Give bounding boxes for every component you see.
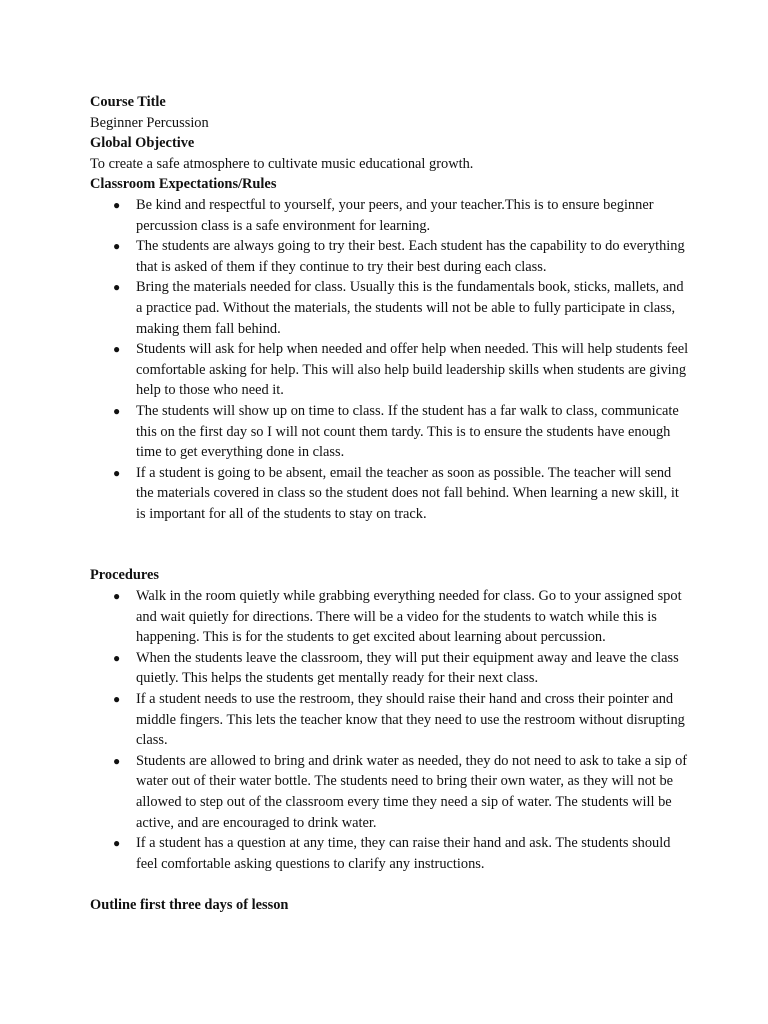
expectation-text: The students are always going to try their best. Each student has the capability to do everything that is asked of them if they continue to try their best during each class. bbox=[136, 238, 685, 275]
global-objective-value: To create a safe atmosphere to cultivate music educational growth. bbox=[90, 155, 474, 172]
expectation-item bbox=[90, 339, 690, 401]
bullet-icon: ● bbox=[113, 692, 121, 707]
global-objective-heading: Global Objective bbox=[90, 135, 195, 152]
expectation-item bbox=[90, 401, 690, 463]
bullet-icon: ● bbox=[113, 650, 121, 665]
bullet-icon: ● bbox=[113, 836, 121, 851]
expectation-item bbox=[90, 463, 690, 525]
expectation-text: If a student is going to be absent, email the teacher as soon as possible. The teacher will send the materials covered in class so the student does not fall behind. When learning a new skill, it is important for all of the students to stay on track. bbox=[136, 464, 679, 522]
expectation-text: Be kind and respectful to yourself, your peers, and your teacher.This is to ensure beginner percussion class is a safe environment for learning. bbox=[136, 196, 654, 234]
expectations-heading: Classroom Expectations/Rules bbox=[90, 176, 277, 193]
procedure-text: Walk in the room quietly while grabbing everything needed for class. Go to your assigned spot and wait quietly for directions. There will be a video for the students to watch while this is happening. This is for the students to get excited about learning about percussion. bbox=[136, 588, 682, 646]
procedure-item bbox=[90, 751, 690, 833]
procedure-item bbox=[90, 586, 690, 648]
bullet-icon: ● bbox=[113, 342, 121, 357]
expectation-text: Students will ask for help when needed and offer help when needed. This will help students feel comfortable asking for help. This will also help build leadership skills when students are giving help to those who need it. bbox=[136, 341, 689, 399]
procedure-text: When the students leave the classroom, they will put their equipment away and leave the class quietly. This helps the students get mentally ready for their next class. bbox=[136, 649, 679, 687]
section-spacer bbox=[90, 874, 690, 895]
bullet-icon: ● bbox=[113, 197, 121, 212]
section-spacer bbox=[90, 524, 690, 565]
expectation-text: Bring the materials needed for class. Usually this is the fundamentals book, sticks, mallets, and a practice pad. Without the materials, the students will not be able to fully participate in class, making them fall behind. bbox=[136, 279, 684, 337]
procedure-item bbox=[90, 648, 690, 689]
expectation-item bbox=[90, 236, 690, 277]
bullet-icon: ● bbox=[113, 589, 121, 604]
bullet-icon: ● bbox=[113, 753, 121, 768]
procedure-text: Students are allowed to bring and drink water as needed, they do not need to ask to take a sip of water out of their water bottle. The students need to bring their own water, as they will not be allowed to step out of the classroom every time they need a sip of water. The students will be active, and are encouraged to drink water. bbox=[136, 752, 688, 831]
expectations-list bbox=[90, 195, 690, 525]
procedures-heading: Procedures bbox=[90, 567, 160, 584]
expectation-text: The students will show up on time to class. If the student has a far walk to class, communicate this on the first day so I will not count them tardy. This is to ensure the students have enough time to get everything done in class. bbox=[136, 402, 679, 461]
procedures-list bbox=[90, 586, 690, 874]
bullet-icon: ● bbox=[113, 280, 121, 295]
bullet-icon: ● bbox=[113, 465, 121, 480]
expectation-item bbox=[90, 277, 690, 339]
outline-heading: Outline first three days of lesson bbox=[90, 896, 289, 913]
course-title-heading: Course Title bbox=[90, 94, 166, 110]
bullet-icon: ● bbox=[113, 403, 121, 418]
procedure-item bbox=[90, 689, 690, 751]
procedure-text: If a student has a question at any time, they can raise their hand and ask. The students should feel comfortable asking questions to clarify any instructions. bbox=[136, 835, 671, 872]
bullet-icon: ● bbox=[113, 239, 121, 254]
expectation-item bbox=[90, 195, 690, 236]
procedure-text: If a student needs to use the restroom, they should raise their hand and cross their pointer and middle fingers. This lets the teacher know that they need to use the restroom without disrupting class. bbox=[136, 691, 685, 749]
document-body bbox=[90, 92, 690, 916]
procedure-item bbox=[90, 833, 690, 874]
course-title-value: Beginner Percussion bbox=[90, 114, 209, 131]
